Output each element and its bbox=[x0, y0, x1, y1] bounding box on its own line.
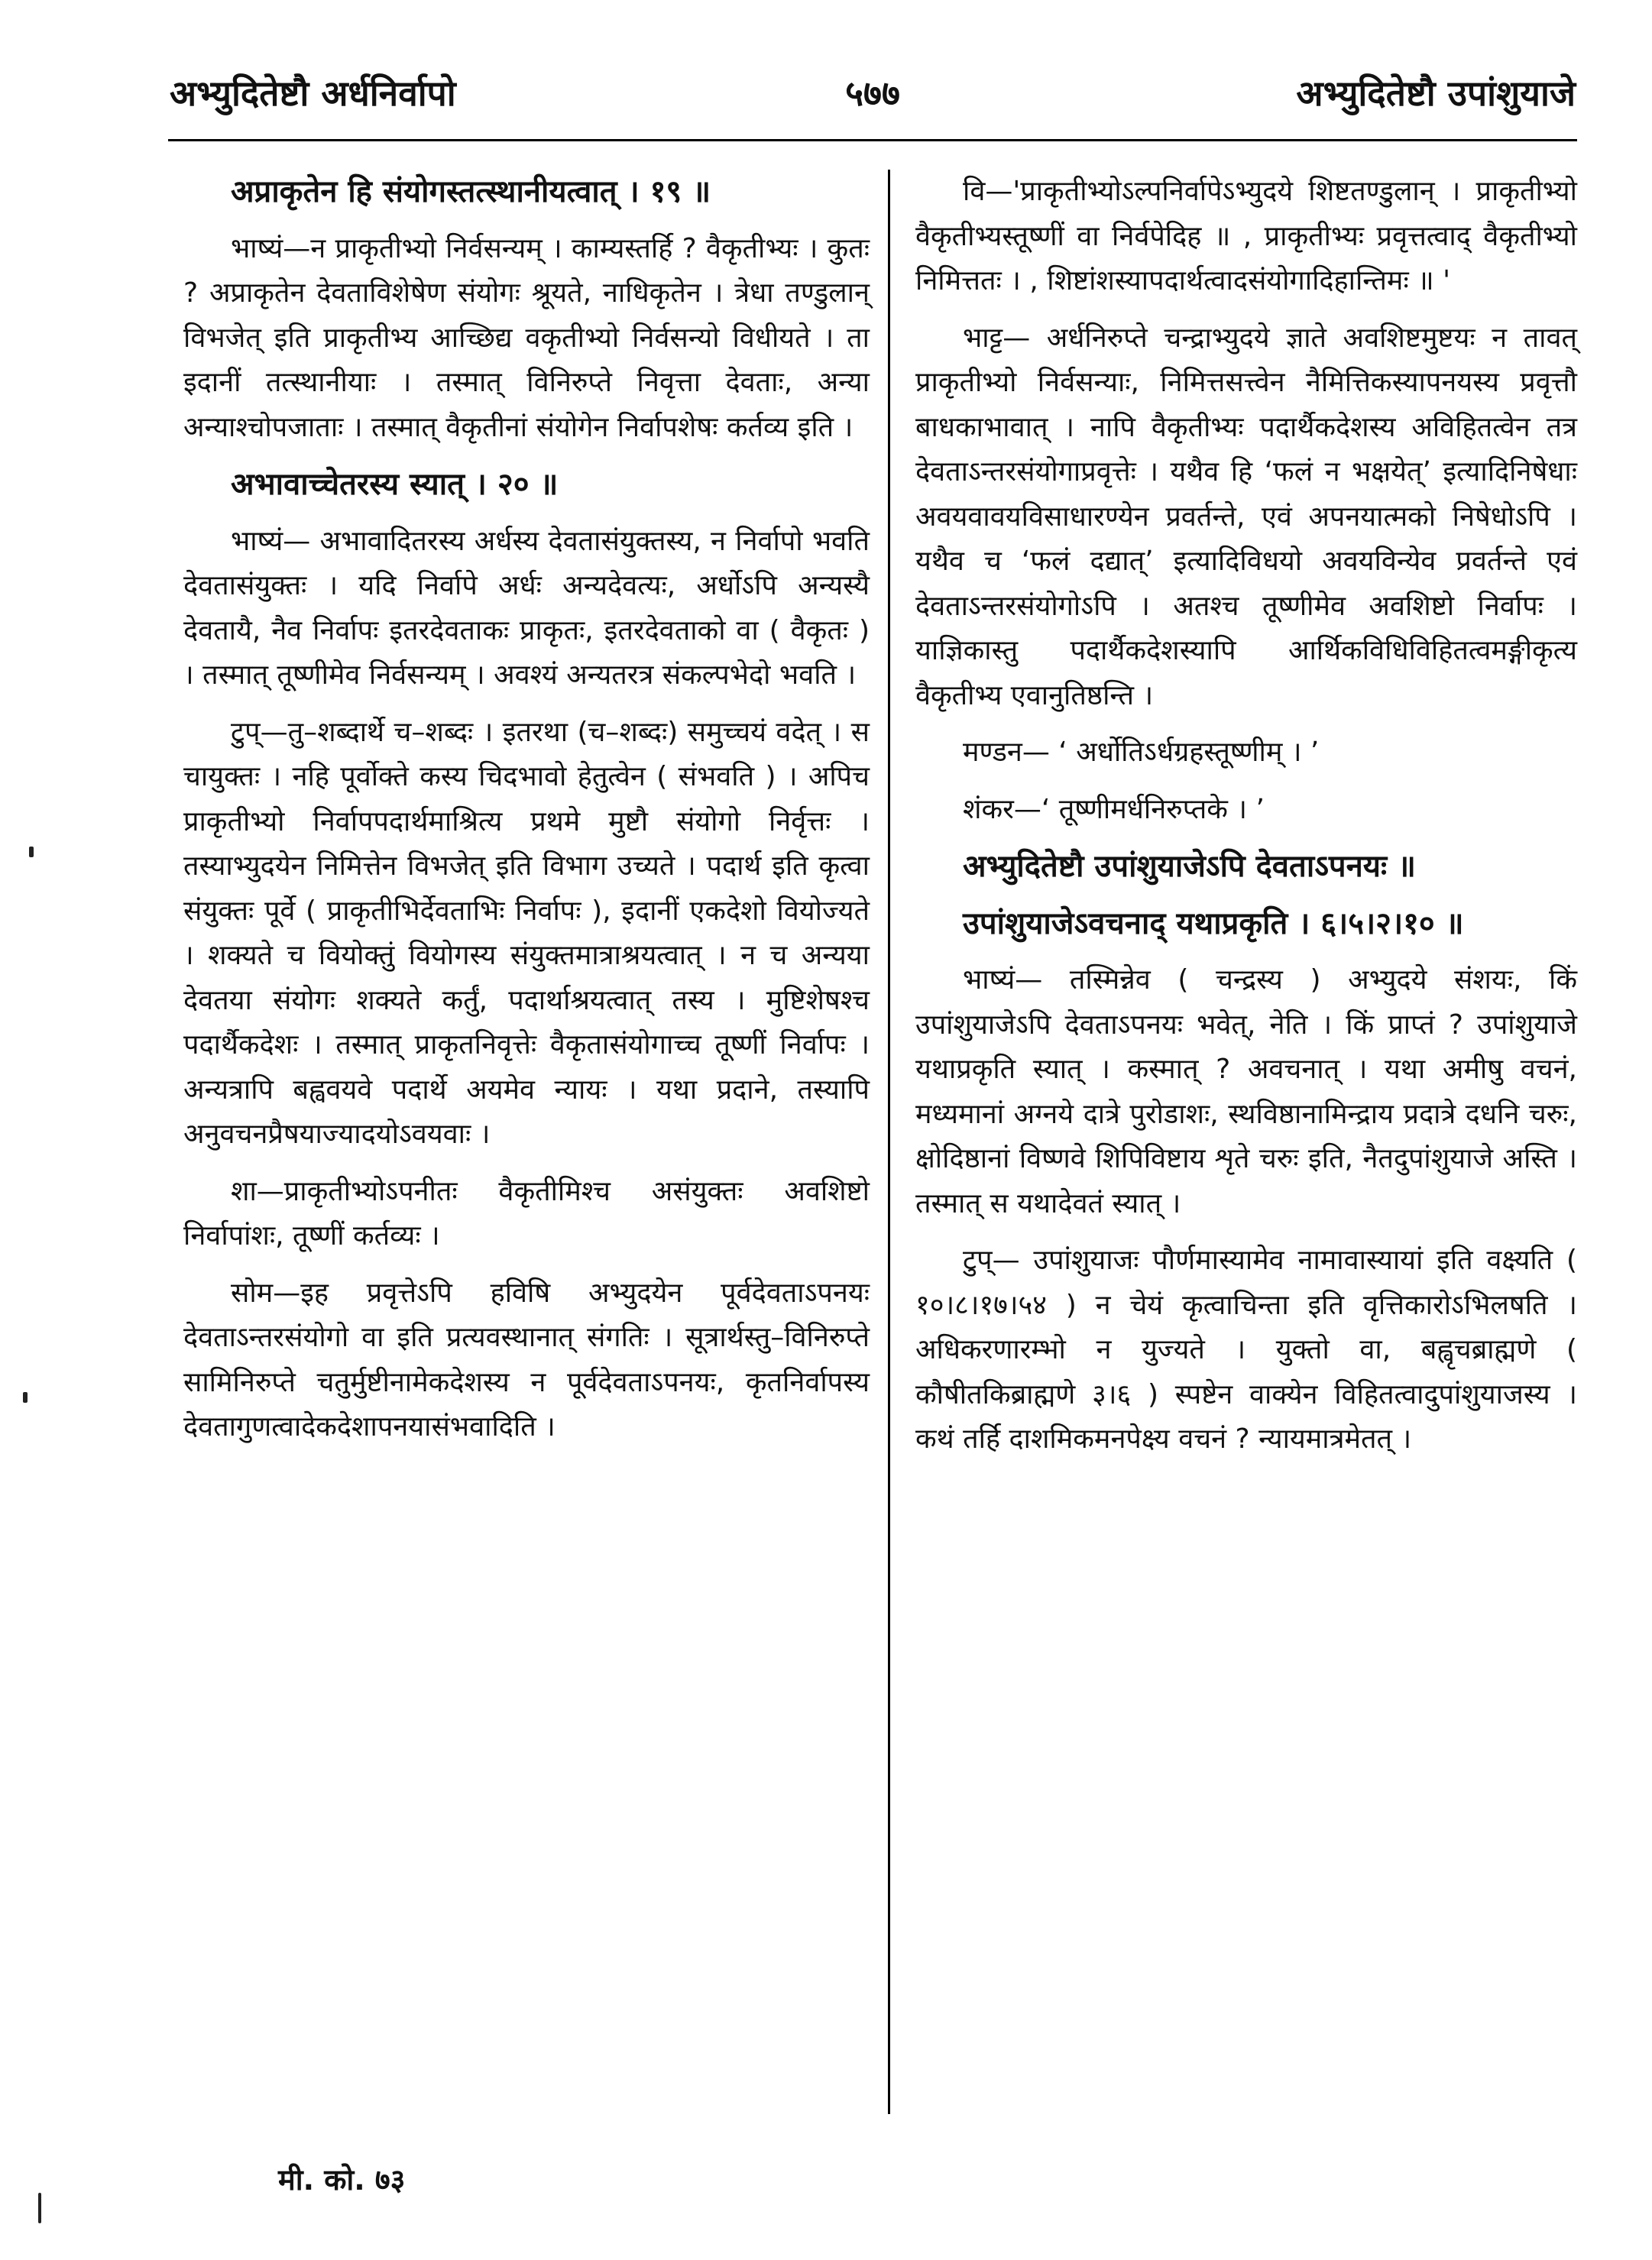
vi-verse: वि—'प्राकृतीभ्योऽल्पनिर्वापेऽभ्युदये शिष्टतण्डुलान् । प्राकृतीभ्यो वैकृतीभ्यस्तूष्णीं वा निर्वपेदिह ॥ , प्राकृतीभ्यः प्रवृत्तत्वाद् वैकृतीभ्यो निमित्ततः । , शिष्टांशस्यापदार्थत्वादसंयोगादिहान्तिमः ॥ ' bbox=[915, 176, 1577, 296]
header-rule bbox=[168, 139, 1577, 141]
page-header bbox=[170, 70, 1576, 131]
page-number: ५७७ bbox=[845, 73, 900, 114]
header-left-title: अभ्युदितेष्टौ अर्धनिर्वापो bbox=[170, 73, 456, 114]
left-column bbox=[183, 170, 870, 1462]
adhikarana-heading: अभ्युदितेष्टौ उपांशुयाजेऽपि देवताऽपनयः ॥ bbox=[963, 849, 1416, 884]
margin-mark bbox=[23, 1392, 28, 1403]
bhatta-commentary: भाट्ट— अर्धनिरुप्ते चन्द्राभ्युदये ज्ञाते अवशिष्टमुष्टयः न तावत् प्राकृतीभ्यो निर्वसन्याः, निमित्तसत्त्वेन नैमित्तिकस्यापनयस्य प्रवृत्तौ बाधकाभावात् । नापि वैकृतीभ्यः पदार्थैकदेशस्य अविहितत्वेन तत्र देवताऽन्तरसंयोगाप्रवृत्तेः । यथैव हि ‘फलं न भक्षयेत्’ इत्यादिनिषेधाः अवयवावयविसाधारण्येन प्रवर्तन्ते, एवं अपनयात्मको निषेधोऽपि । यथैव च ‘फलं दद्यात्’ इत्यादिविधयो अवयविन्येव प्रवर्तन्ते एवं देवताऽन्तरसंयोगोऽपि । अतश्च तूष्णीमेव अवशिष्टो निर्वापः । याज्ञिकास्तु पदार्थैकदेशस्यापि आर्थिकविधिविहितत्वमङ्गीकृत्य वैकृतीभ्य एवानुतिष्ठन्ति । bbox=[915, 322, 1577, 711]
column-divider bbox=[888, 170, 890, 2114]
right-column bbox=[915, 170, 1577, 1475]
bhashya-20: भाष्यं— अभावादितरस्य अर्धस्य देवतासंयुक्तस्य, न निर्वापो भवति देवतासंयुक्तः । यदि निर्वापे अर्धः अन्यदेवत्यः, अर्धोऽपि अन्यस्यै देवतायै, नैव निर्वापः इतरदेवताकः प्राकृतः, इतरदेवताको वा ( वैकृतः ) । तस्मात् तूष्णीमेव निर्वसन्यम् । अवश्यं अन्यतरत्र संकल्पभेदो भवति । bbox=[183, 525, 870, 691]
tup-commentary-20: टुप्—तु–शब्दार्थे च–शब्दः । इतरथा (च–शब्दः) समुच्चयं वदेत् । स चायुक्तः । नहि पूर्वोक्ते कस्य चिदभावो हेतुत्वेन ( संभवति ) । अपिच प्राकृतीभ्यो निर्वापपदार्थमाश्रित्य प्रथमे मुष्टौ संयोगो निर्वृत्तः । तस्याभ्युदयेन निमित्तेन विभजेत् इति विभाग उच्यते । पदार्थ इति कृत्वा संयुक्तः पूर्वे ( प्राकृतीभिर्देवताभिः निर्वापः ), इदानीं एकदेशो वियोज्यते । शक्यते च वियोक्तुं वियोगस्य संयुक्तमात्राश्रयत्वात् । न च अन्यया देवतया संयोगः शक्यते कर्तुं, पदार्थाश्रयत्वात् तस्य । मुष्टिशेषश्च पदार्थैकदेशः । तस्मात् प्राकृतनिवृत्तेः वैकृतासंयोगाच्च तूष्णीं निर्वापः । अन्यत्रापि बह्ववयवे पदार्थे अयमेव न्यायः । यथा प्रदाने, तस्यापि अनुवचनप्रैषयाज्यादयोऽवयवाः । bbox=[183, 716, 870, 1150]
bhashya-19: भाष्यं—न प्राकृतीभ्यो निर्वसन्यम् । काम्यस्तर्हि ? वैकृतीभ्यः । कुतः ? अप्राकृतेन देवताविशेषेण संयोगः श्रूयते, नाधिकृतेन । त्रेधा तण्डुलान् विभजेत् इति प्राकृतीभ्य आच्छिद्य वकृतीभ्यो निर्वसन्यो विधीयते । ता इदानीं तत्स्थानीयाः । तस्मात् विनिरुप्ते निवृत्ता देवताः, अन्या अन्याश्चोपजाताः । तस्मात् वैकृतीनां संयोगेन निर्वापशेषः कर्तव्य इति । bbox=[183, 232, 870, 443]
bhashya-upamshuyaja: भाष्यं— तस्मिन्नेव ( चन्द्रस्य ) अभ्युदये संशयः, किं उपांशुयाजेऽपि देवताऽपनयः भवेत्, नेति । किं प्राप्तं ? उपांशुयाजे यथाप्रकृति स्यात् । कस्मात् ? अवचनात् । यथा अमीषु वचनं, मध्यमानां अग्नये दात्रे पुरोडाशः, स्थविष्ठानामिन्द्राय प्रदात्रे दधनि चरुः, क्षोदिष्ठानां विष्णवे शिपिविष्टाय शृते चरुः इति, नैतदुपांशुयाजे अस्ति । तस्मात् स यथादेवतं स्यात् । bbox=[915, 964, 1577, 1219]
sutra-20: अभावाच्चेतरस्य स्यात् । २० ॥ bbox=[231, 467, 559, 502]
footer-signature: मी. को. ७३ bbox=[278, 2163, 406, 2197]
tup-commentary-upamshuyaja: टुप्— उपांशुयाजः पौर्णमास्यामेव नामावास्यायां इति वक्ष्यति ( १०।८।१७।५४ ) न चेयं कृत्वाचिन्ता इति वृत्तिकारोऽभिलषति । अधिकरणारम्भो न युज्यते । युक्तो वा, बह्वृचब्राह्मणे ( कौषीतकिब्राह्मणे ३।६ ) स्पष्टेन वाक्येन विहितत्वादुपांशुयाजस्य । कथं तर्हि दाशमिकमनपेक्ष्य वचनं ? न्यायमात्रमेतत् । bbox=[915, 1245, 1577, 1455]
shankara-quote: शंकर—‘ तूष्णीमर्धनिरुप्तके । ’ bbox=[963, 793, 1265, 825]
sha-commentary: शा—प्राकृतीभ्योऽपनीतः वैकृतीमिश्च असंयुक्तः अवशिष्टो निर्वापांशः, तूष्णीं कर्तव्यः । bbox=[183, 1175, 870, 1251]
soma-commentary: सोम—इह प्रवृत्तेऽपि हविषि अभ्युदयेन पूर्वदेवताऽपनयः देवताऽन्तरसंयोगो वा इति प्रत्यवस्थानात् संगतिः । सूत्रार्थस्तु–विनिरुप्ते सामिनिरुप्ते चतुर्मुष्टीनामेकदेशस्य न पूर्वदेवताऽपनयः, कृतनिर्वापस्य देवतागुणत्वादेकदेशापनयासंभवादिति । bbox=[183, 1277, 870, 1442]
margin-mark bbox=[29, 847, 34, 857]
sutra-19: अप्राकृतेन हि संयोगस्तत्स्थानीयत्वात् । १९ ॥ bbox=[231, 174, 711, 209]
header-right-title: अभ्युदितेष्टौ उपांशुयाजे bbox=[1296, 73, 1576, 114]
margin-mark bbox=[38, 2193, 41, 2223]
sutra-upamshuyaja: उपांशुयाजेऽवचनाद् यथाप्रकृति । ६।५।२।१० ॥ bbox=[963, 905, 1464, 941]
mandana-quote: मण्डन— ‘ अर्धोतिऽर्धग्रहस्तूष्णीम् । ’ bbox=[963, 737, 1320, 768]
